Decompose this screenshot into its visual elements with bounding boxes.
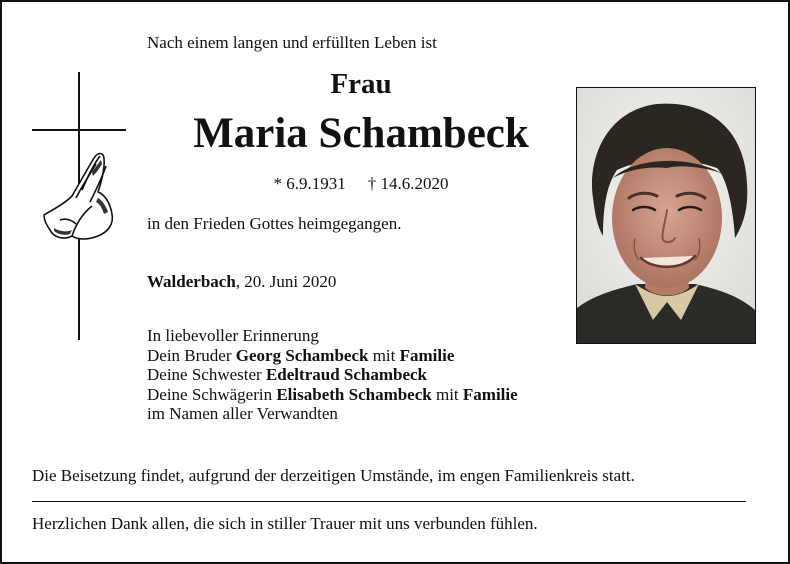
mourner-line: Dein Bruder Georg Schambeck mit Familie <box>147 345 455 365</box>
life-dates <box>147 174 575 194</box>
mourners-list <box>147 326 518 424</box>
peace-line: in den Frieden Gottes heimgegangen. <box>147 214 402 233</box>
portrait-photo <box>576 87 756 344</box>
mourner-line: Deine Schwägerin Elisabeth Schambeck mit Familie <box>147 384 518 404</box>
birth-date: * 6.9.1931 <box>273 174 346 193</box>
thanks-line: Herzlichen Dank allen, die sich in stiller Trauer mit uns verbunden fühlen. <box>32 514 538 533</box>
divider <box>32 501 746 502</box>
burial-notice: Die Beisetzung findet, aufgrund der derzeitigen Umstände, im engen Familienkreis statt. <box>32 466 635 485</box>
portrait-image <box>577 88 755 343</box>
salutation: Frau <box>330 68 392 100</box>
place-date <box>147 272 336 292</box>
mourner-line: Deine Schwester Edeltraud Schambeck <box>147 365 428 384</box>
cross-with-praying-hands-icon <box>32 72 132 342</box>
intro-text: Nach einem langen und erfüllten Leben ist <box>147 33 437 52</box>
mourner-line: im Namen aller Verwandten <box>147 404 338 423</box>
death-date: † 14.6.2020 <box>367 174 449 193</box>
notice-date: , 20. Juni 2020 <box>235 272 337 291</box>
deceased-name: Maria Schambeck <box>193 110 529 157</box>
mourner-line: In liebevoller Erinnerung <box>147 326 319 345</box>
place-name: Walderbach <box>147 272 236 291</box>
